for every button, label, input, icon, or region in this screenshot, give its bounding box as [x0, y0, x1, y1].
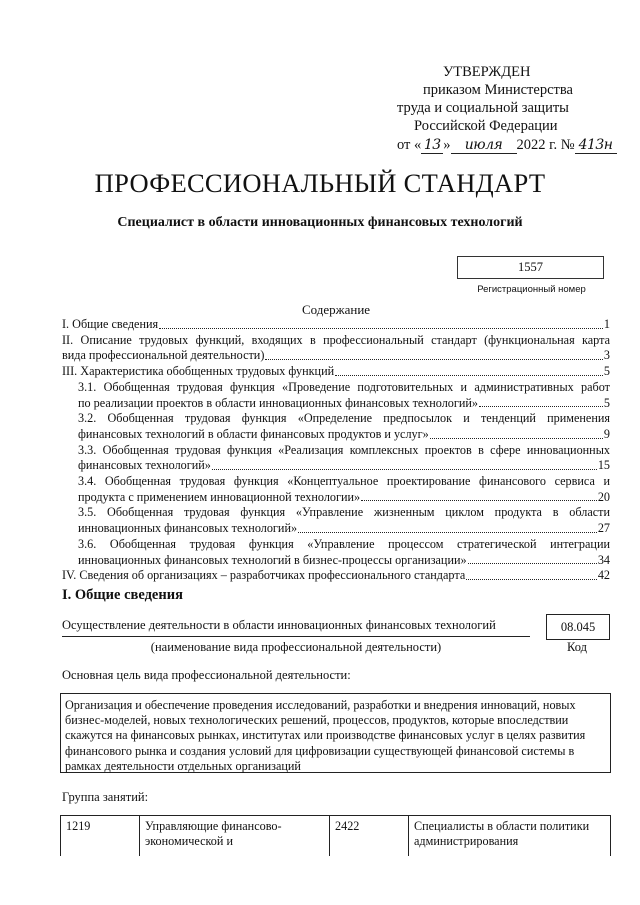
- document-title: ПРОФЕССИОНАЛЬНЫЙ СТАНДАРТ: [94, 168, 546, 198]
- activity-name: Осуществление деятельности в области инновационных финансовых технологий: [62, 618, 496, 632]
- toc-item-3-6[interactable]: инновационных финансовых технологий в бизнес-процессы организации» 34: [78, 552, 610, 567]
- activity-code-box: 08.045: [546, 614, 610, 640]
- registration-number-box: 1557: [457, 256, 604, 279]
- goal-box: [60, 693, 611, 773]
- groups-label: Группа занятий:: [62, 790, 149, 804]
- group-code-2: 2422: [330, 816, 409, 856]
- group-code-1: 1219: [61, 816, 140, 856]
- toc-item-iv[interactable]: IV. Сведения об организациях – разработчиках профессионального стандарта 42: [62, 568, 610, 583]
- code-caption: Код: [567, 640, 587, 654]
- approval-line3: Российской Федерации: [414, 118, 558, 134]
- occupation-groups-table: [60, 815, 611, 856]
- section-heading: I. Общие сведения: [62, 587, 183, 603]
- date-prefix: от «: [397, 137, 422, 153]
- date-day: 13: [421, 137, 443, 154]
- group-name-2: Специалисты в области политики администрирования: [414, 819, 590, 849]
- document-subtitle: Специалист в области инновационных финансовых технологий: [117, 215, 523, 230]
- toc-item-3-2-line1[interactable]: 3.2. Обобщенная трудовая функция «Определение предпосылок и тенденций применения: [78, 411, 610, 426]
- registration-caption: Регистрационный номер: [477, 284, 586, 295]
- approval-line1: приказом Министерства: [423, 82, 573, 98]
- toc-item-3-1[interactable]: по реализации проектов в области инновационных финансовых технологий» 5: [78, 395, 610, 410]
- toc-heading: Содержание: [301, 302, 371, 317]
- date-month: июля: [451, 137, 517, 154]
- date-mid: »: [443, 137, 451, 153]
- toc-item-3-3[interactable]: финансовых технологий» 15: [78, 458, 610, 473]
- toc-item-3-2[interactable]: финансовых технологий в области финансовых продуктов и услуг» 9: [78, 426, 610, 441]
- toc-item-3-6-line1[interactable]: 3.6. Обобщенная трудовая функция «Управление процессом стратегической интеграции: [78, 536, 610, 551]
- date-year: 2022 г. №: [516, 137, 575, 153]
- toc-item-3-3-line1[interactable]: 3.3. Обобщенная трудовая функция «Реализация комплексных проектов в сфере инновационных: [78, 442, 610, 457]
- approval-word: УТВЕРЖДЕН: [443, 64, 531, 80]
- toc-item-ii[interactable]: вида профессиональной деятельности) 3: [62, 348, 610, 363]
- activity-caption: (наименование вида профессиональной деятельности): [150, 640, 442, 654]
- toc-item-3-4-line1[interactable]: 3.4. Обобщенная трудовая функция «Концептуальное проектирование финансового сервиса и: [78, 474, 610, 489]
- toc-item-i[interactable]: I. Общие сведения 1: [62, 317, 610, 331]
- approval-line2: труда и социальной защиты: [397, 100, 569, 116]
- group-name-1: Управляющие финансово-экономической и: [140, 816, 330, 856]
- table-of-contents: [62, 317, 610, 584]
- toc-item-iii[interactable]: III. Характеристика обобщенных трудовых функций 5: [62, 364, 610, 379]
- goal-text: Организация и обеспечение проведения исследований, разработки и внедрения инноваций, новых бизнес-моделей, новых технологических решений, процессов, продуктов, которые впоследствии скажутся на финансовых рынках, институтах или производстве финансовых услуг в целях развития финансового рынка и создания условий для цифровизации существующей финансовой системы в рамках деятельности отдельных организаций: [65, 698, 586, 773]
- toc-item-3-5[interactable]: инновационных финансовых технологий» 27: [78, 521, 610, 536]
- toc-item-ii-line1[interactable]: II. Описание трудовых функций, входящих в профессиональный стандарт (функциональная карта: [62, 332, 610, 347]
- approval-date: [397, 137, 617, 154]
- activity-underline: [62, 636, 530, 637]
- toc-item-3-4[interactable]: продукта с применением инновационной технологии» 20: [78, 489, 610, 504]
- goal-label: Основная цель вида профессиональной деятельности:: [62, 668, 351, 682]
- toc-item-3-5-line1[interactable]: 3.5. Обобщенная трудовая функция «Управление жизненным циклом продукта в области: [78, 505, 610, 520]
- order-number: 413н: [575, 137, 617, 154]
- toc-item-3-1-line1[interactable]: 3.1. Обобщенная трудовая функция «Проведение подготовительных и административных работ: [78, 379, 610, 394]
